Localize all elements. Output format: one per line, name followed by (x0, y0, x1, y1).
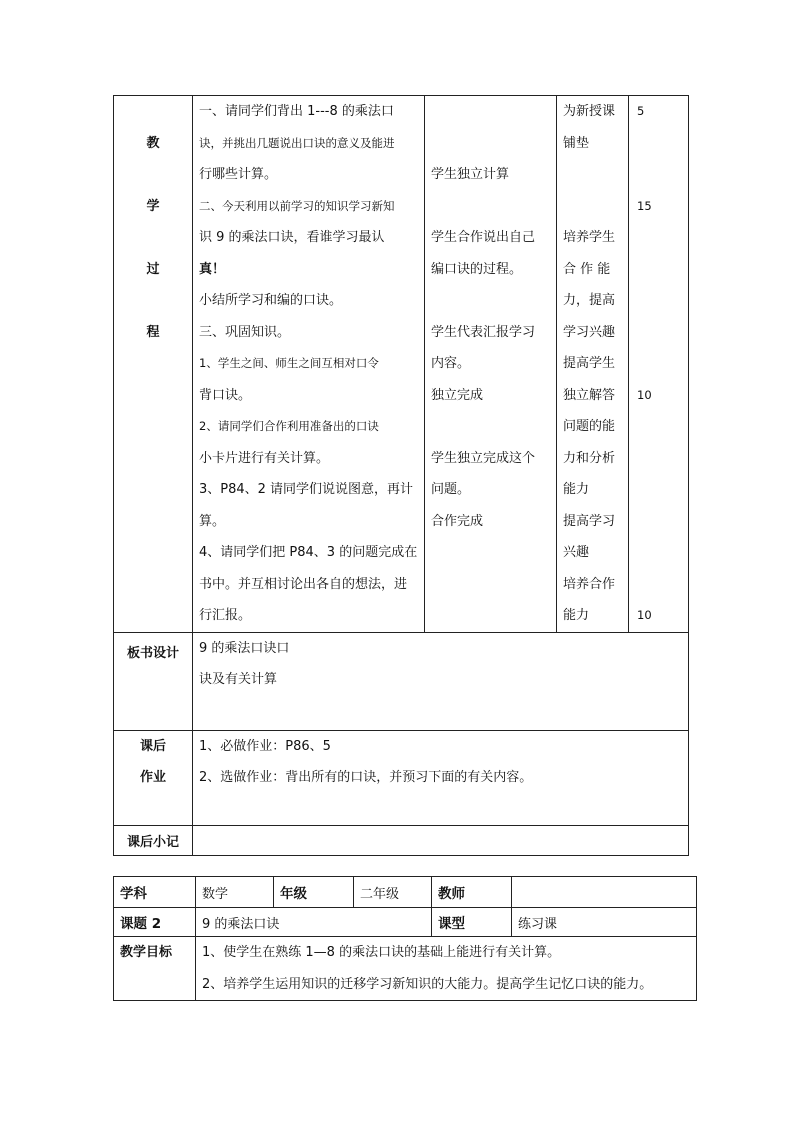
time-line (629, 128, 688, 160)
intent-line: 能力 (563, 608, 590, 623)
homework-line: 2、选做作业：背出所有的口诀，并预习下面的有关内容。 (199, 770, 533, 785)
intent-line: 能力 (563, 482, 590, 497)
student-line: 学生代表汇报学习 (431, 324, 536, 340)
student-line (425, 285, 556, 317)
process-label-char: 教 (146, 135, 160, 151)
time-line (629, 506, 688, 538)
student-activity-cell (425, 96, 557, 633)
homework-row (114, 730, 689, 825)
type-value: 练习课 (512, 908, 697, 937)
teacher-line: 1、学生之间、师生之间互相对口令 (199, 356, 379, 370)
lesson-process-table (113, 95, 689, 856)
info-row (114, 877, 697, 908)
goals-row (114, 937, 697, 1001)
teacher-line: 二、今天利用以前学习的知识学习新知 (199, 198, 395, 213)
intent-line: 铺垫 (563, 135, 590, 151)
board-design-cell (193, 632, 689, 730)
topic-value: 9 的乘法口诀 (196, 908, 432, 937)
time-line: 15 (637, 198, 652, 213)
intent-line: 提高学习 (563, 513, 616, 529)
teacher-line: 真！ (199, 261, 226, 277)
teacher-line: 算。 (199, 513, 226, 529)
goals-label: 教学目标 (120, 945, 173, 960)
intent-line: 合 作 能 (563, 261, 611, 277)
teacher-line: 三、巩固知识。 (199, 324, 291, 340)
notes-row (114, 825, 689, 855)
teacher-line: 行汇报。 (199, 608, 252, 623)
teacher-line: 4、请同学们把 P84、3 的问题完成在 (199, 545, 418, 560)
time-line (629, 348, 688, 380)
time-line: 10 (637, 608, 652, 622)
teacher-line: 行哪些计算。 (199, 167, 278, 182)
student-line: 独立完成 (431, 387, 484, 403)
time-line: 5 (637, 104, 645, 118)
teacher-label: 教师 (432, 877, 512, 908)
topic-row (114, 908, 697, 937)
grade-value: 二年级 (354, 877, 432, 908)
intent-line: 力和分析 (563, 450, 616, 466)
topic-label: 课题 2 (114, 908, 196, 937)
student-line: 学生独立计算 (431, 167, 510, 182)
process-label-char: 学 (146, 198, 160, 214)
time-line (629, 317, 688, 349)
intent-line: 为新授课 (563, 104, 616, 119)
process-label-char: 程 (146, 324, 160, 340)
notes-label: 课后小记 (114, 825, 193, 855)
teacher-value (512, 877, 697, 908)
student-line (425, 96, 556, 128)
grade-label: 年级 (274, 877, 354, 908)
teacher-line: 小结所学习和编的口诀。 (199, 293, 343, 308)
subject-value: 数学 (196, 877, 274, 908)
student-line (425, 411, 556, 443)
board-design-row (114, 632, 689, 730)
time-line (629, 537, 688, 569)
notes-cell (193, 825, 689, 855)
student-line (425, 537, 556, 569)
intent-line: 兴趣 (563, 545, 590, 560)
goals-cell (196, 937, 697, 1001)
process-row (114, 96, 689, 633)
time-line (629, 443, 688, 475)
teacher-line: 诀，并挑出几题说出口诀的意义及能进 (199, 135, 395, 150)
time-line (629, 254, 688, 286)
student-line (425, 569, 556, 601)
intent-line: 力，提高 (563, 293, 616, 308)
homework-label-cell (114, 730, 193, 825)
teacher-line: 3、P84、2 请同学们说说图意，再计 (199, 482, 414, 497)
type-label: 课型 (432, 908, 512, 937)
student-line: 学生独立完成这个 (431, 450, 536, 466)
teacher-line: 书中。并互相讨论出各自的想法，进 (199, 576, 408, 592)
homework-line: 1、必做作业：P86、5 (199, 738, 331, 754)
time-line (629, 474, 688, 506)
intent-line (557, 159, 628, 191)
teacher-line: 识 9 的乘法口诀，看谁学习最认 (199, 230, 385, 245)
time-cell (629, 96, 689, 633)
process-label-cell (114, 96, 193, 633)
lesson-info-table (113, 876, 697, 1001)
intent-line: 提高学生 (563, 356, 616, 371)
intent-line: 学习兴趣 (563, 324, 616, 340)
student-line (425, 191, 556, 223)
student-line: 编口诀的过程。 (431, 261, 523, 277)
board-line: 9 的乘法口诀口 (199, 640, 290, 656)
student-line: 问题。 (431, 482, 471, 497)
time-line: 10 (637, 387, 652, 402)
board-design-label: 板书设计 (114, 632, 193, 730)
intent-line: 问题的能 (563, 419, 616, 434)
time-line (629, 569, 688, 601)
homework-cell (193, 730, 689, 825)
student-line: 合作完成 (431, 513, 484, 529)
time-line (629, 411, 688, 443)
homework-label: 作业 (139, 770, 166, 785)
goal-line: 1、使学生在熟练 1—8 的乘法口诀的基础上能进行有关计算。 (202, 945, 561, 960)
process-label-char: 过 (146, 261, 160, 277)
intent-line (557, 191, 628, 223)
teacher-line: 2、请同学们合作利用准备出的口诀 (199, 419, 379, 433)
board-line: 诀及有关计算 (199, 672, 278, 687)
teacher-activity-cell (193, 96, 425, 633)
teacher-line: 小卡片进行有关计算。 (199, 450, 330, 466)
goal-line: 2、培养学生运用知识的迁移学习新知识的大能力。提高学生记忆口诀的能力。 (202, 976, 653, 992)
time-line (629, 222, 688, 254)
intent-line: 培养合作 (563, 576, 616, 592)
teacher-line: 背口诀。 (199, 387, 252, 403)
intent-line: 培养学生 (563, 230, 616, 245)
intent-line: 独立解答 (563, 387, 616, 403)
design-intent-cell (557, 96, 629, 633)
student-line: 学生合作说出自己 (431, 230, 536, 245)
student-line (425, 128, 556, 160)
time-line (629, 159, 688, 191)
teacher-line: 一、请同学们背出 1---8 的乘法口 (199, 104, 394, 119)
subject-label: 学科 (114, 877, 196, 908)
homework-label: 课后 (139, 738, 166, 754)
student-line (425, 600, 556, 632)
time-line (629, 285, 688, 317)
goals-label-cell (114, 937, 196, 1001)
student-line: 内容。 (431, 356, 471, 371)
